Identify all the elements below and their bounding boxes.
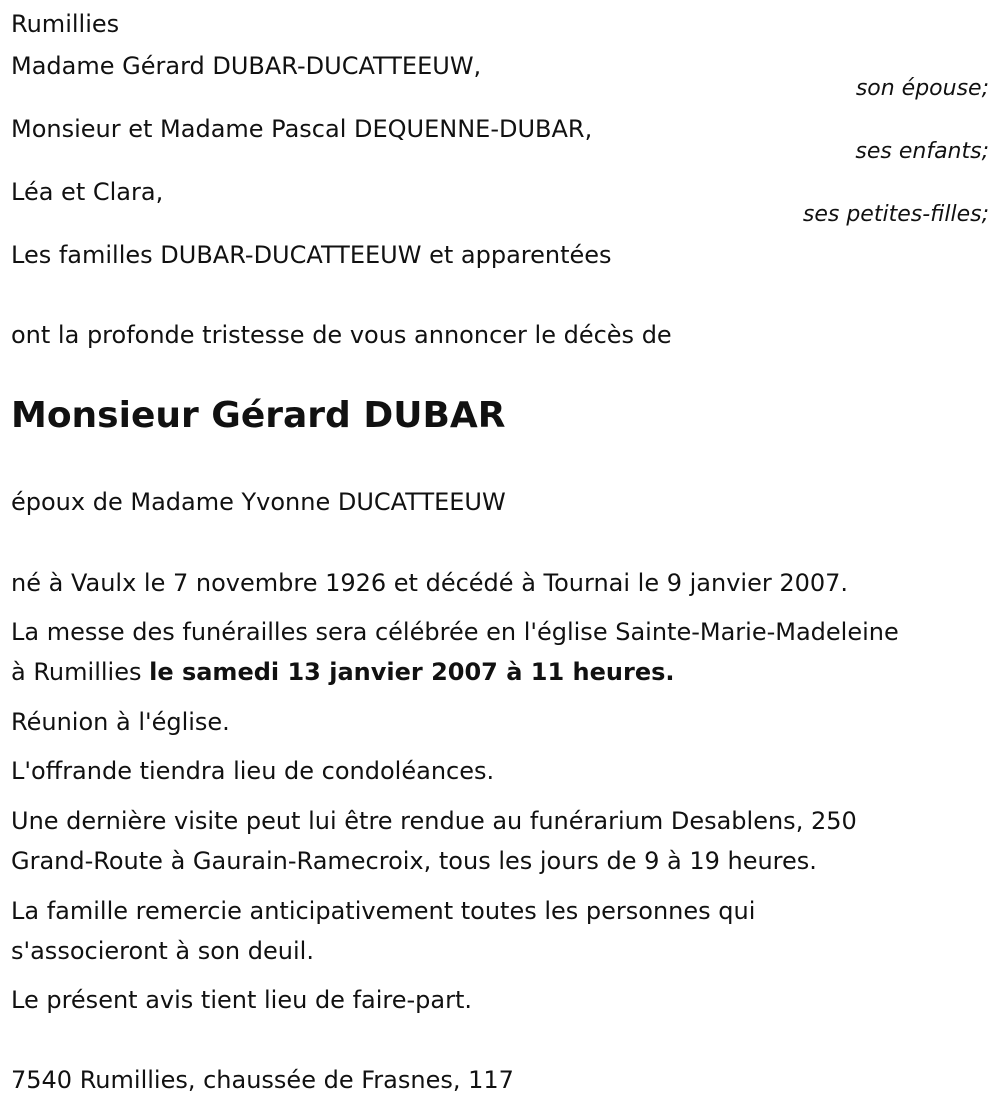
mass-line-1: La messe des funérailles sera célébrée en l'église Sainte-Marie-Madeleine — [11, 618, 899, 646]
spouse-of-line: époux de Madame Yvonne DUCATTEEUW — [11, 488, 506, 516]
children-names: Monsieur et Madame Pascal DEQUENNE-DUBAR, — [11, 115, 593, 143]
meeting-line: Réunion à l'église. — [11, 708, 230, 736]
deceased-name: Monsieur Gérard DUBAR — [11, 395, 506, 436]
children-role: ses enfants; — [855, 139, 989, 164]
thanks-line-1: La famille remercie anticipativement toutes les personnes qui — [11, 897, 756, 925]
notice-line: Le présent avis tient lieu de faire-part. — [11, 986, 473, 1014]
visit-line-1: Une dernière visite peut lui être rendue au funérarium Desablens, 250 — [11, 807, 857, 835]
grandchildren-names: Léa et Clara, — [11, 178, 164, 206]
announcement-intro: ont la profonde tristesse de vous annoncer le décès de — [11, 321, 672, 349]
mass-line-2 — [11, 652, 675, 692]
mass-date-time: le samedi 13 janvier 2007 à 11 heures. — [149, 658, 675, 686]
mass-location: à Rumillies — [11, 658, 150, 686]
spouse-name: Madame Gérard DUBAR-DUCATTEEUW, — [11, 52, 482, 80]
town-heading: Rumillies — [11, 10, 120, 38]
relatives-line: Les familles DUBAR-DUCATTEEUW et apparentées — [11, 241, 612, 269]
address-line: 7540 Rumillies, chaussée de Frasnes, 117 — [11, 1066, 514, 1094]
spouse-role: son épouse; — [855, 76, 989, 101]
thanks-line-2: s'associeront à son deuil. — [11, 937, 314, 965]
visit-line-2: Grand-Route à Gaurain-Ramecroix, tous les jours de 9 à 19 heures. — [11, 847, 817, 875]
offering-line: L'offrande tiendra lieu de condoléances. — [11, 757, 495, 785]
grandchildren-role: ses petites-filles; — [802, 202, 989, 227]
birth-death-line: né à Vaulx le 7 novembre 1926 et décédé à Tournai le 9 janvier 2007. — [11, 569, 849, 597]
